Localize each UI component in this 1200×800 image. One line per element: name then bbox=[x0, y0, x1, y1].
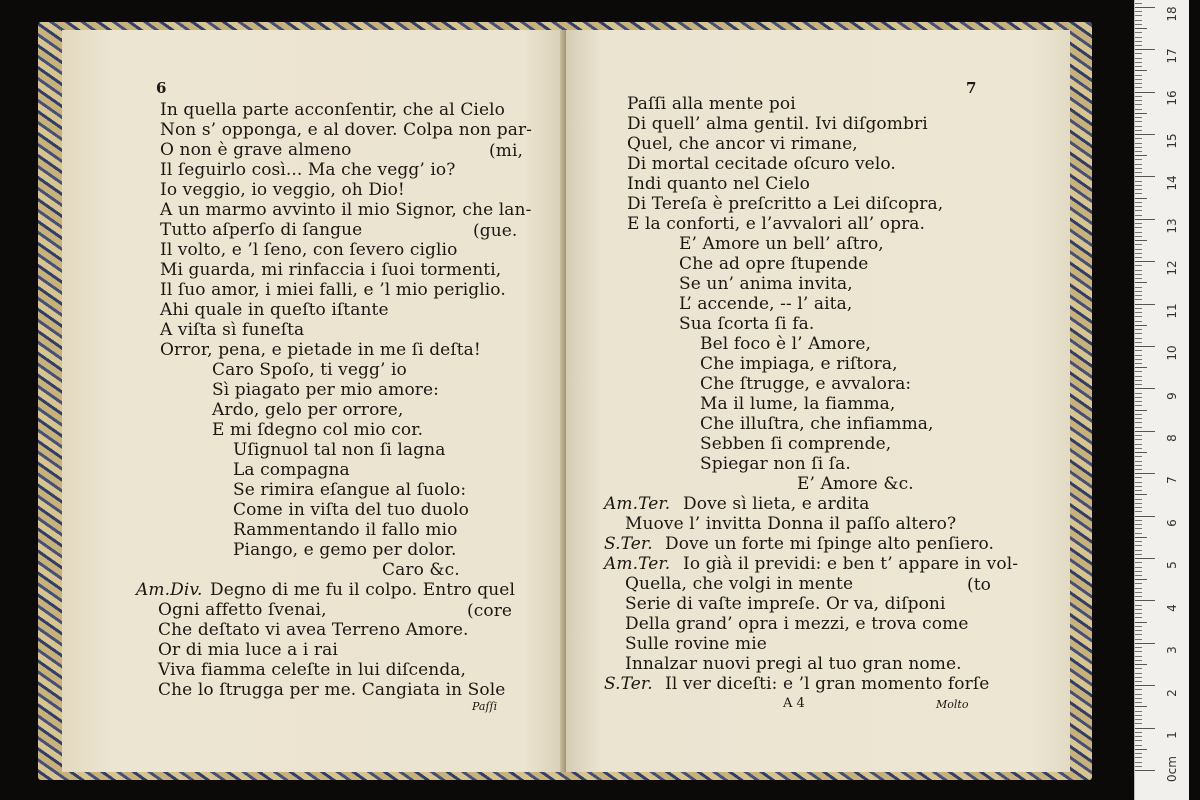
ruler-tick bbox=[1135, 656, 1142, 657]
ruler-tick bbox=[1135, 571, 1142, 572]
text-line: Viva fiamma celeſte in lui diſcenda, bbox=[158, 660, 467, 680]
ruler-tick bbox=[1135, 668, 1142, 669]
text-line: Il ſeguirlo così... Ma che vegg’ io? bbox=[160, 160, 456, 180]
ruler-tick bbox=[1135, 660, 1142, 661]
ruler-tick bbox=[1135, 461, 1142, 462]
ruler-tick bbox=[1135, 151, 1142, 152]
ruler-tick bbox=[1135, 3, 1142, 4]
ruler-tick bbox=[1135, 227, 1142, 228]
turnover-line: (mi, bbox=[489, 141, 523, 161]
ruler-tick bbox=[1135, 126, 1142, 127]
ruler-tick bbox=[1135, 639, 1142, 640]
ruler-tick bbox=[1135, 617, 1142, 618]
da-capo-line: E’ Amore &c. bbox=[797, 474, 914, 494]
ruler-tick bbox=[1135, 723, 1142, 724]
verse-line: E’ Amore un bell’ aſtro, bbox=[679, 234, 884, 254]
ruler-tick bbox=[1135, 473, 1155, 474]
ruler-tick bbox=[1135, 189, 1142, 190]
turnover-line: (core bbox=[467, 601, 513, 621]
ruler-tick bbox=[1135, 295, 1142, 296]
ruler-tick bbox=[1135, 359, 1142, 360]
text-line: Il ver diceſti: e ’l gran momento forſe bbox=[665, 674, 990, 694]
ruler-number: 15 bbox=[1165, 133, 1179, 149]
ruler-tick bbox=[1135, 596, 1142, 597]
ruler-tick bbox=[1135, 92, 1155, 93]
ruler-tick bbox=[1135, 757, 1142, 758]
ruler-tick bbox=[1135, 647, 1142, 648]
text-line: Il ſuo amor, i miei falli, e ’l mio periglio. bbox=[160, 280, 506, 300]
ruler-tick bbox=[1135, 410, 1147, 411]
ruler-tick bbox=[1135, 427, 1142, 428]
ruler-tick bbox=[1135, 304, 1155, 305]
verse-line: Spiegar non ſi ſa. bbox=[700, 454, 851, 474]
ruler-tick bbox=[1135, 232, 1142, 233]
ruler-tick bbox=[1135, 702, 1142, 703]
ruler-number: 12 bbox=[1165, 260, 1179, 276]
ruler-tick bbox=[1135, 609, 1142, 610]
ruler-tick bbox=[1135, 299, 1142, 300]
ruler-tick bbox=[1135, 121, 1142, 122]
verse-line: Come in viſta del tuo duolo bbox=[233, 500, 469, 520]
text-line: Dove sì lieta, e ardita bbox=[683, 494, 870, 514]
ruler-tick bbox=[1135, 87, 1142, 88]
ruler-tick bbox=[1135, 282, 1147, 283]
ruler-tick bbox=[1135, 575, 1142, 576]
ruler-tick bbox=[1135, 49, 1155, 50]
speaker-label: Am.Ter. bbox=[604, 554, 671, 574]
ruler-tick bbox=[1135, 198, 1147, 199]
text-line: O non è grave almeno bbox=[160, 140, 352, 160]
ruler-tick bbox=[1135, 342, 1142, 343]
text-line: Il volto, e ’l ſeno, con ſevero ciglio bbox=[160, 240, 458, 260]
ruler-tick bbox=[1135, 465, 1142, 466]
ruler-tick bbox=[1135, 579, 1147, 580]
text-line: Innalzar nuovi pregi al tuo gran nome. bbox=[625, 654, 962, 674]
ruler-tick bbox=[1135, 753, 1142, 754]
ruler-tick bbox=[1135, 384, 1142, 385]
speaker-label: Am.Div. bbox=[136, 580, 203, 600]
ruler-tick bbox=[1135, 75, 1142, 76]
ruler-number: 0cm bbox=[1165, 756, 1179, 782]
page-number-right: 7 bbox=[966, 79, 977, 97]
ruler-tick bbox=[1135, 376, 1142, 377]
ruler-tick bbox=[1135, 567, 1142, 568]
ruler-tick bbox=[1135, 562, 1142, 563]
ruler-tick bbox=[1135, 138, 1142, 139]
ruler-number: 13 bbox=[1165, 218, 1179, 234]
text-line: Paſſi alla mente poi bbox=[627, 94, 796, 114]
ruler-tick bbox=[1135, 541, 1142, 542]
ruler-tick bbox=[1135, 274, 1142, 275]
ruler-tick bbox=[1135, 143, 1142, 144]
text-line: A viſta sì funeſta bbox=[160, 320, 305, 340]
ruler-tick bbox=[1135, 312, 1142, 313]
ruler-tick bbox=[1135, 613, 1142, 614]
ruler-tick bbox=[1135, 511, 1142, 512]
ruler-tick bbox=[1135, 37, 1142, 38]
ruler-tick bbox=[1135, 338, 1142, 339]
ruler-tick bbox=[1135, 694, 1142, 695]
ruler-tick bbox=[1135, 193, 1142, 194]
ruler-tick bbox=[1135, 520, 1142, 521]
ruler-tick bbox=[1135, 147, 1142, 148]
ruler-tick bbox=[1135, 278, 1142, 279]
verse-line: Caro Spoſo, ti vegg’ io bbox=[212, 360, 407, 380]
ruler-tick bbox=[1135, 422, 1142, 423]
ruler-tick bbox=[1135, 452, 1147, 453]
ruler-tick bbox=[1135, 287, 1142, 288]
ruler-tick bbox=[1135, 507, 1142, 508]
ruler-tick bbox=[1135, 325, 1147, 326]
ruler-tick bbox=[1135, 185, 1142, 186]
ruler-number: 1 bbox=[1165, 731, 1179, 739]
ruler-tick bbox=[1135, 371, 1142, 372]
text-line: Muove l’ invitta Donna il paſſo altero? bbox=[625, 514, 957, 534]
text-line: Ogni affetto ſvenai, bbox=[158, 600, 327, 620]
ruler-number: 16 bbox=[1165, 90, 1179, 106]
right-page bbox=[566, 30, 1070, 772]
ruler-tick bbox=[1135, 490, 1142, 491]
ruler-tick bbox=[1135, 550, 1142, 551]
ruler-tick bbox=[1135, 117, 1142, 118]
text-line: Tutto aſperſo di ſangue bbox=[160, 220, 363, 240]
ruler-tick bbox=[1135, 24, 1142, 25]
ruler-tick bbox=[1135, 605, 1142, 606]
text-line: Degno di me fu il colpo. Entro quel bbox=[210, 580, 515, 600]
ruler-tick bbox=[1135, 58, 1142, 59]
text-line: Io veggio, io veggio, oh Dio! bbox=[160, 180, 405, 200]
ruler-tick bbox=[1135, 15, 1142, 16]
verse-line: Che ad opre ſtupende bbox=[679, 254, 869, 274]
text-line: Dove un forte mi ſpinge alto penſiero. bbox=[665, 534, 995, 554]
ruler-tick bbox=[1135, 711, 1142, 712]
ruler-tick bbox=[1135, 367, 1147, 368]
text-line: Non s’ opponga, e al dover. Colpa non par- bbox=[160, 120, 533, 140]
ruler-tick bbox=[1135, 533, 1142, 534]
ruler-tick bbox=[1135, 431, 1155, 432]
text-line: Che lo ſtrugga per me. Cangiata in Sole bbox=[158, 680, 506, 700]
ruler-tick bbox=[1135, 28, 1147, 29]
text-line: Che deſtato vi avea Terreno Amore. bbox=[158, 620, 469, 640]
ruler-tick bbox=[1135, 236, 1142, 237]
ruler-tick bbox=[1135, 664, 1147, 665]
ruler-tick bbox=[1135, 104, 1142, 105]
ruler-tick bbox=[1135, 223, 1142, 224]
ruler-tick bbox=[1135, 79, 1142, 80]
ruler-tick bbox=[1135, 210, 1142, 211]
ruler-tick bbox=[1135, 206, 1142, 207]
ruler-number: 11 bbox=[1165, 303, 1179, 319]
ruler-tick bbox=[1135, 524, 1142, 525]
ruler-tick bbox=[1135, 439, 1142, 440]
ruler-tick bbox=[1135, 482, 1142, 483]
ruler-tick bbox=[1135, 240, 1147, 241]
ruler-tick bbox=[1135, 172, 1142, 173]
ruler-tick bbox=[1135, 499, 1142, 500]
ruler-tick bbox=[1135, 414, 1142, 415]
ruler-tick bbox=[1135, 329, 1142, 330]
ruler-tick bbox=[1135, 215, 1142, 216]
speaker-label: S.Ter. bbox=[604, 674, 653, 694]
ruler-tick bbox=[1135, 444, 1142, 445]
ruler-tick bbox=[1135, 100, 1142, 101]
ruler-tick bbox=[1135, 469, 1142, 470]
left-page bbox=[62, 30, 564, 772]
text-line: Di quell’ alma gentil. Ivi diſgombri bbox=[627, 114, 928, 134]
text-line: Quella, che volgi in mente bbox=[625, 574, 854, 594]
ruler-number: 9 bbox=[1165, 392, 1179, 400]
ruler-number: 17 bbox=[1165, 48, 1179, 64]
ruler-number: 8 bbox=[1165, 434, 1179, 442]
ruler-tick bbox=[1135, 83, 1142, 84]
ruler-tick bbox=[1135, 70, 1147, 71]
text-line: Ahi quale in queſto iſtante bbox=[160, 300, 389, 320]
ruler-tick bbox=[1135, 634, 1142, 635]
ruler-tick bbox=[1135, 291, 1142, 292]
ruler-number: 14 bbox=[1165, 175, 1179, 191]
verse-line: Sua ſcorta ſi fa. bbox=[679, 314, 815, 334]
text-line: Indi quanto nel Cielo bbox=[627, 174, 810, 194]
measurement-ruler bbox=[1134, 0, 1189, 800]
ruler-tick bbox=[1135, 770, 1155, 771]
ruler-tick bbox=[1135, 7, 1155, 8]
ruler-number: 7 bbox=[1165, 476, 1179, 484]
ruler-tick bbox=[1135, 159, 1142, 160]
ruler-tick bbox=[1135, 270, 1142, 271]
ruler-tick bbox=[1135, 766, 1142, 767]
ruler-tick bbox=[1135, 388, 1155, 389]
text-line: Sulle rovine mie bbox=[625, 634, 767, 654]
ruler-tick bbox=[1135, 600, 1155, 601]
ruler-tick bbox=[1135, 749, 1147, 750]
text-line: Serie di vaſte impreſe. Or va, diſponi bbox=[625, 594, 946, 614]
ruler-tick bbox=[1135, 706, 1147, 707]
ruler-number: 18 bbox=[1165, 6, 1179, 22]
speaker-label: Am.Ter. bbox=[604, 494, 671, 514]
ruler-tick bbox=[1135, 732, 1142, 733]
verse-line: Piango, e gemo per dolor. bbox=[233, 540, 457, 560]
ruler-tick bbox=[1135, 486, 1142, 487]
verse-line: E mi ſdegno col mio cor. bbox=[212, 420, 424, 440]
text-line: Quel, che ancor vi rimane, bbox=[627, 134, 858, 154]
text-line: Della grand’ opra i mezzi, e trova come bbox=[625, 614, 969, 634]
ruler-tick bbox=[1135, 626, 1142, 627]
text-line: A un marmo avvinto il mio Signor, che lan- bbox=[160, 200, 532, 220]
ruler-tick bbox=[1135, 685, 1155, 686]
ruler-tick bbox=[1135, 689, 1142, 690]
ruler-tick bbox=[1135, 45, 1142, 46]
verse-line: Che illuſtra, che infiamma, bbox=[700, 414, 934, 434]
ruler-tick bbox=[1135, 740, 1142, 741]
ruler-tick bbox=[1135, 113, 1147, 114]
ruler-tick bbox=[1135, 698, 1142, 699]
ruler-tick bbox=[1135, 20, 1142, 21]
verse-line: Bel foco è l’ Amore, bbox=[700, 334, 872, 354]
verse-line: Che ſtrugge, e avvalora: bbox=[700, 374, 912, 394]
ruler-tick bbox=[1135, 32, 1142, 33]
catchword: Paſſi bbox=[472, 700, 498, 713]
ruler-tick bbox=[1135, 176, 1155, 177]
signature-mark: A 4 bbox=[783, 696, 805, 711]
ruler-tick bbox=[1135, 265, 1142, 266]
ruler-tick bbox=[1135, 350, 1142, 351]
ruler-tick bbox=[1135, 181, 1142, 182]
ruler-tick bbox=[1135, 494, 1147, 495]
text-line: Di Tereſa è preſcritto a Lei diſcopra, bbox=[627, 194, 944, 214]
ruler-tick bbox=[1135, 728, 1155, 729]
ruler-tick bbox=[1135, 253, 1142, 254]
text-line: Orror, pena, e pietade in me ſi deſta! bbox=[160, 340, 481, 360]
verse-line: Ardo, gelo per orrore, bbox=[212, 400, 404, 420]
verse-line: Se un’ anima invita, bbox=[679, 274, 853, 294]
text-line: Di mortal cecitade oſcuro velo. bbox=[627, 154, 896, 174]
verse-line: Se rimira eſangue al ſuolo: bbox=[233, 480, 467, 500]
turnover-line: (gue. bbox=[473, 221, 518, 241]
ruler-tick bbox=[1135, 456, 1142, 457]
ruler-tick bbox=[1135, 673, 1142, 674]
ruler-tick bbox=[1135, 308, 1142, 309]
text-line: Mi guarda, mi rinfaccia i ſuoi tormenti, bbox=[160, 260, 502, 280]
ruler-tick bbox=[1135, 736, 1142, 737]
ruler-tick bbox=[1135, 219, 1155, 220]
turnover-line: (to bbox=[967, 575, 991, 595]
ruler-number: 5 bbox=[1165, 561, 1179, 569]
text-line: Or di mia luce a i rai bbox=[158, 640, 338, 660]
ruler-tick bbox=[1135, 435, 1142, 436]
ruler-tick bbox=[1135, 321, 1142, 322]
ruler-tick bbox=[1135, 346, 1155, 347]
ruler-tick bbox=[1135, 66, 1142, 67]
ruler-tick bbox=[1135, 355, 1142, 356]
ruler-tick bbox=[1135, 545, 1142, 546]
ruler-tick bbox=[1135, 316, 1142, 317]
ruler-number: 2 bbox=[1165, 689, 1179, 697]
ruler-tick bbox=[1135, 244, 1142, 245]
ruler-number: 4 bbox=[1165, 604, 1179, 612]
ruler-tick bbox=[1135, 643, 1155, 644]
ruler-tick bbox=[1135, 109, 1142, 110]
verse-line: Ma il lume, la fiamma, bbox=[700, 394, 896, 414]
ruler-tick bbox=[1135, 261, 1155, 262]
ruler-tick bbox=[1135, 745, 1142, 746]
ruler-tick bbox=[1135, 333, 1142, 334]
text-line: In quella parte acconſentir, che al Cielo bbox=[160, 100, 505, 120]
da-capo-line: Caro &c. bbox=[382, 560, 460, 580]
ruler-tick bbox=[1135, 134, 1155, 135]
ruler-tick bbox=[1135, 363, 1142, 364]
ruler-tick bbox=[1135, 477, 1142, 478]
verse-line: L’ accende, -- l’ aita, bbox=[679, 294, 853, 314]
ruler-tick bbox=[1135, 96, 1142, 97]
ruler-number: 10 bbox=[1165, 345, 1179, 361]
ruler-tick bbox=[1135, 715, 1142, 716]
ruler-tick bbox=[1135, 762, 1142, 763]
ruler-tick bbox=[1135, 516, 1155, 517]
verse-line: Rammentando il fallo mio bbox=[233, 520, 458, 540]
ruler-tick bbox=[1135, 558, 1155, 559]
verse-line: Sì piagato per mio amore: bbox=[212, 380, 440, 400]
ruler-tick bbox=[1135, 418, 1142, 419]
verse-line: Sebben ſi comprende, bbox=[700, 434, 892, 454]
ruler-tick bbox=[1135, 583, 1142, 584]
ruler-tick bbox=[1135, 448, 1142, 449]
ruler-number: 6 bbox=[1165, 519, 1179, 527]
text-line: E la conforti, e l’avvalori all’ opra. bbox=[627, 214, 926, 234]
ruler-tick bbox=[1135, 249, 1142, 250]
ruler-tick bbox=[1135, 257, 1142, 258]
ruler-tick bbox=[1135, 393, 1142, 394]
verse-line: La compagna bbox=[233, 460, 350, 480]
ruler-tick bbox=[1135, 401, 1142, 402]
speaker-label: S.Ter. bbox=[604, 534, 653, 554]
ruler-tick bbox=[1135, 405, 1142, 406]
ruler-tick bbox=[1135, 164, 1142, 165]
catchword: Molto bbox=[936, 698, 969, 711]
ruler-tick bbox=[1135, 719, 1142, 720]
text-line: Io già il previdi: e ben t’ appare in vol- bbox=[683, 554, 1019, 574]
ruler-tick bbox=[1135, 11, 1142, 12]
ruler-number: 3 bbox=[1165, 646, 1179, 654]
ruler-tick bbox=[1135, 62, 1142, 63]
ruler-tick bbox=[1135, 592, 1142, 593]
verse-line: Uſignuol tal non ſi lagna bbox=[233, 440, 446, 460]
verse-line: Che impiaga, e riſtora, bbox=[700, 354, 898, 374]
ruler-tick bbox=[1135, 528, 1142, 529]
ruler-tick bbox=[1135, 53, 1142, 54]
ruler-tick bbox=[1135, 397, 1142, 398]
ruler-tick bbox=[1135, 588, 1142, 589]
ruler-tick bbox=[1135, 155, 1147, 156]
ruler-tick bbox=[1135, 677, 1142, 678]
ruler-tick bbox=[1135, 630, 1142, 631]
ruler-tick bbox=[1135, 168, 1142, 169]
ruler-tick bbox=[1135, 651, 1142, 652]
ruler-tick bbox=[1135, 202, 1142, 203]
ruler-tick bbox=[1135, 130, 1142, 131]
ruler-tick bbox=[1135, 380, 1142, 381]
ruler-tick bbox=[1135, 41, 1142, 42]
ruler-tick bbox=[1135, 554, 1142, 555]
ruler-tick bbox=[1135, 503, 1142, 504]
ruler-tick bbox=[1135, 537, 1147, 538]
page-number-left: 6 bbox=[156, 79, 167, 97]
ruler-tick bbox=[1135, 681, 1142, 682]
ruler-tick bbox=[1135, 622, 1147, 623]
